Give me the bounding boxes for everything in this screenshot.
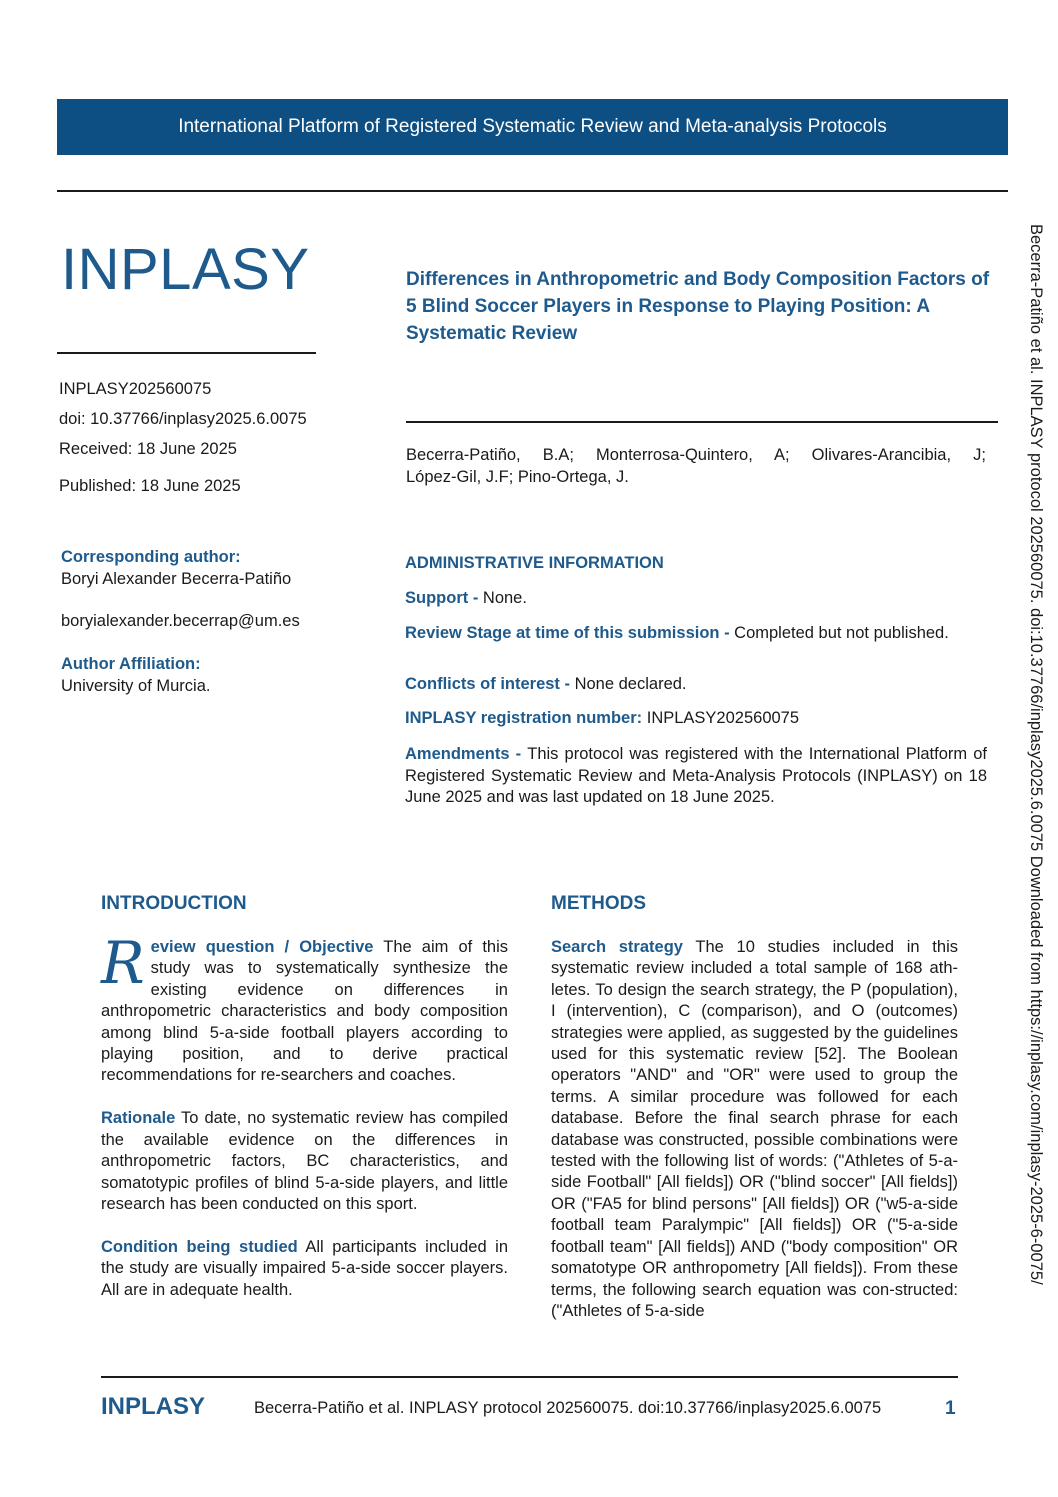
logo-rule (57, 352, 316, 354)
drop-cap: R (101, 929, 145, 997)
methods-heading: METHODS (551, 893, 646, 914)
banner-text: International Platform of Registered Systematic Review and Meta-analysis Protocols (178, 116, 887, 137)
admin-conflicts (405, 676, 987, 693)
corresponding-author-label: Corresponding author: (61, 548, 241, 566)
inplasy-logo: INPLASY (61, 237, 310, 302)
admin-review-stage (405, 625, 987, 642)
search-strategy-label: Search strategy (551, 938, 683, 956)
footer-rule (101, 1376, 958, 1378)
admin-registration (405, 710, 987, 727)
header-rule (57, 190, 1008, 192)
authors-line-2: López-Gil, J.F; Pino-Ortega, J. (406, 468, 629, 486)
objective-paragraph (101, 929, 508, 1087)
author-list (406, 444, 986, 488)
amendments-value: This protocol was registered with the International Platform of Registered Systematic Review and Meta-Analysis Protocols (INPLASY) on 18 June 2025 and was last updated on 18 June 2025. (405, 745, 988, 806)
objective-label: eview question / Objective (150, 938, 374, 956)
rationale-text: To date, no systematic review has compiled the available evidence on the differences in anthropometric factors, BC characteristics, and somatotypic profiles of blind 5-a-side players, and little research has been conducted on this sport. (101, 1109, 508, 1213)
support-label: Support - (405, 589, 483, 607)
article-title: Differences in Anthropometric and Body Composition Factors of 5 Blind Soccer Players in Response to Playing Position: A Systematic Review (406, 269, 990, 344)
admin-amendments (405, 744, 987, 809)
side-citation: Becerra-Patiño et al. INPLASY protocol 202560075. doi:10.37766/inplasy2025.6.0075 Downloaded from https://inplasy.com/inplasy-2025-6-0075/ (1027, 224, 1045, 1285)
page-number: 1 (945, 1398, 956, 1419)
search-strategy-text: The 10 studies included in this systematic review included a total sample of 168 ath-letes. To design the search strategy, the P (population), I (intervention), C (comparison), and O (outcomes) strategies were applied, as suggested by the guidelines used for this systematic review [52]. The Boolean operators "AND" and "OR" were used to group the terms. A similar procedure was followed for each database. Before the final search phrase for each database was constructed, possible combinations were tested with the following list of words: ("Athletes of 5-a-side Football" [All fields]) OR ("blind soccer" [All fields]) OR ("FA5 for blind persons" [All fields]) OR ("w5-a-side football team Paralympic" [All fields]) OR ("5-a-side football team" [All fields]) AND ("body composition" OR somatotype OR anthropometry [All fields]). From these terms, the following search equation was con-structed: ("Athletes of 5-a-side (551, 938, 958, 1320)
conflicts-label: Conflicts of interest - (405, 675, 575, 693)
affiliation-value: University of Murcia. (61, 677, 211, 695)
introduction-body (101, 929, 509, 1301)
objective-text: The aim of this study was to systematically synthesize the existing evidence on differences in anthropometric characteristics and body composition among blind 5-a-side football players according to playing position, and to derive practical recommendations for re-searchers and coaches. (101, 938, 508, 1085)
amendments-label: Amendments - (405, 745, 528, 763)
condition-paragraph (101, 1237, 508, 1301)
registration-value: INPLASY202560075 (646, 709, 800, 727)
published-date: Published: 18 June 2025 (59, 477, 241, 495)
conflicts-value: None declared. (574, 675, 687, 693)
doi-link[interactable]: doi: 10.37766/inplasy2025.6.0075 (59, 410, 307, 428)
registration-label: INPLASY registration number: (405, 709, 647, 727)
admin-support (405, 590, 987, 607)
header-banner (57, 99, 1008, 155)
review-stage-label: Review Stage at time of this submission - (405, 624, 735, 642)
review-stage-value: Completed but not published. (734, 624, 949, 642)
affiliation-label: Author Affiliation: (61, 655, 201, 673)
condition-label: Condition being studied (101, 1237, 298, 1256)
condition-text: All participants included in the study are visually impaired 5-a-side soccer players. All are in adequate health. (101, 1237, 509, 1299)
admin-heading: ADMINISTRATIVE INFORMATION (405, 554, 664, 572)
search-strategy-paragraph (551, 937, 958, 1322)
authors-line-1: Becerra-Patiño, B.A; Monterrosa-Quintero, A; Olivares-Arancibia, J; (406, 446, 986, 464)
title-rule (406, 421, 998, 423)
protocol-id: INPLASY202560075 (59, 380, 212, 398)
rationale-paragraph (101, 1108, 508, 1215)
introduction-heading: INTRODUCTION (101, 893, 247, 914)
corresponding-author-name: Boryi Alexander Becerra-Patiño (61, 570, 292, 588)
support-value: None. (482, 589, 527, 607)
received-date: Received: 18 June 2025 (59, 440, 237, 458)
rationale-label: Rationale (101, 1109, 176, 1128)
methods-body (551, 937, 958, 1344)
corresponding-author-email[interactable]: boryialexander.becerrap@um.es (61, 612, 300, 630)
footer-logo: INPLASY (101, 1393, 206, 1420)
footer-citation: Becerra-Patiño et al. INPLASY protocol 202560075. doi:10.37766/inplasy2025.6.0075 (254, 1399, 882, 1417)
